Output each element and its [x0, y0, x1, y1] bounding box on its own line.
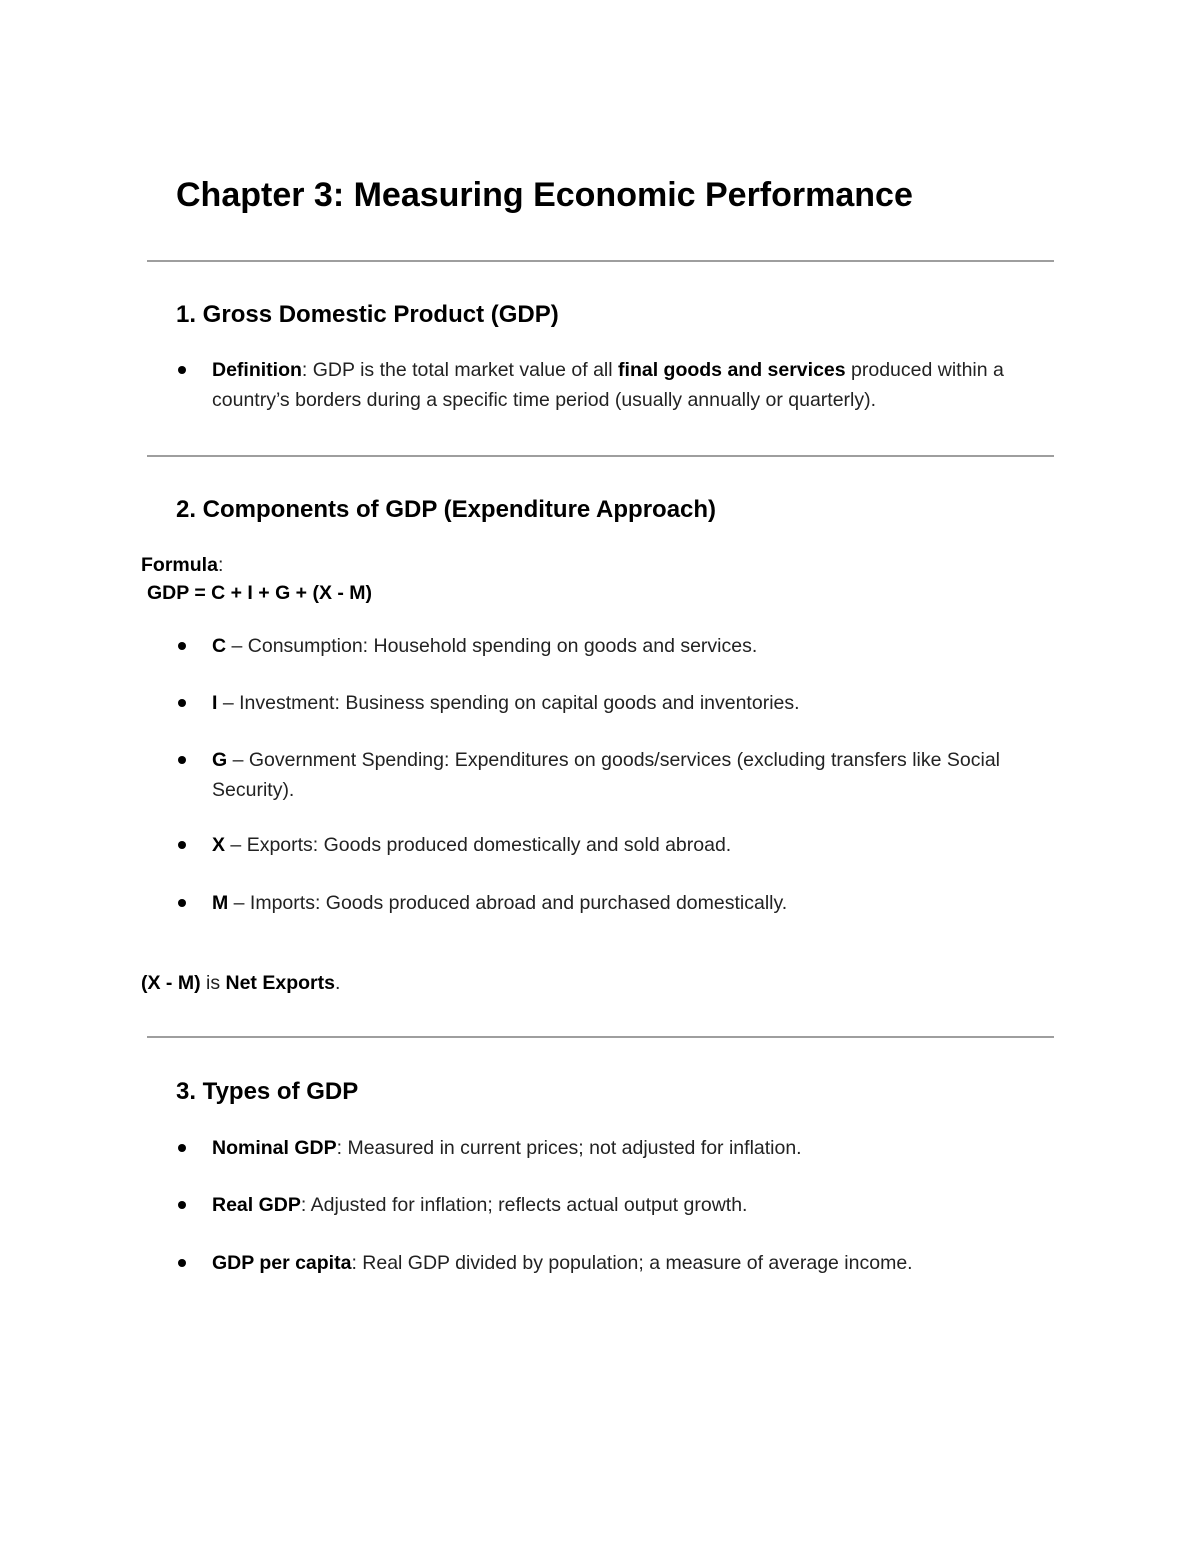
component-term: M	[212, 892, 229, 914]
divider	[147, 455, 1054, 457]
component-text: – Imports: Goods produced abroad and purchased domestically.	[228, 892, 788, 914]
gdp-type-text: : Real GDP divided by population; a measure of average income.	[351, 1252, 913, 1274]
component-text: – Investment: Business spending on capital goods and inventories.	[217, 692, 800, 714]
definition-text-before: : GDP is the total market value of all	[301, 359, 619, 381]
list-item	[176, 745, 1036, 805]
definition-emphasis: final goods and services	[618, 359, 846, 381]
formula-label: Formula	[141, 554, 218, 576]
list-item	[176, 631, 1036, 661]
net-exports-note	[141, 969, 340, 997]
net-exports-term: Net Exports	[225, 972, 335, 994]
bullet-icon	[178, 642, 186, 650]
formula-colon: :	[217, 554, 224, 576]
formula-label-line	[141, 551, 223, 579]
section-1-heading: 1. Gross Domestic Product (GDP)	[176, 301, 559, 328]
divider	[147, 1036, 1054, 1038]
bullet-icon	[178, 366, 186, 374]
page-title: Chapter 3: Measuring Economic Performance	[176, 176, 913, 214]
formula	[147, 579, 372, 607]
formula-expression: GDP = C + I + G + (X - M)	[147, 582, 373, 604]
list-item	[176, 888, 1036, 918]
definition-text-after: produced within a country’s borders during a specific time period (usually annually or quarterly).	[212, 359, 1004, 411]
section-3-heading: 3. Types of GDP	[176, 1078, 359, 1105]
bullet-icon	[178, 841, 186, 849]
component-term: X	[212, 834, 226, 856]
divider	[147, 260, 1054, 262]
bullet-icon	[178, 899, 186, 907]
list-item	[176, 688, 1036, 718]
component-term: I	[212, 692, 218, 714]
net-exports-mid: is	[200, 972, 226, 994]
gdp-type-text: : Measured in current prices; not adjusted for inflation.	[336, 1137, 802, 1159]
gdp-type-term: Real GDP	[212, 1194, 301, 1216]
bullet-icon	[178, 1201, 186, 1209]
definition-item	[176, 355, 1036, 415]
section-2-heading: 2. Components of GDP (Expenditure Approach)	[176, 496, 717, 523]
bullet-icon	[178, 756, 186, 764]
component-term: C	[212, 635, 227, 657]
list-item	[176, 1190, 1036, 1220]
list-item	[176, 1248, 1036, 1278]
component-term: G	[212, 749, 228, 771]
net-exports-end: .	[334, 972, 341, 994]
component-text: – Government Spending: Expenditures on goods/services (excluding transfers like Social Security).	[212, 749, 1001, 801]
list-item	[176, 1133, 1036, 1163]
list-item	[176, 830, 1036, 860]
bullet-icon	[178, 1144, 186, 1152]
component-text: – Consumption: Household spending on goods and services.	[226, 635, 758, 657]
bullet-icon	[178, 1259, 186, 1267]
definition-text	[212, 355, 1036, 415]
gdp-type-term: GDP per capita	[212, 1252, 352, 1274]
bullet-icon	[178, 699, 186, 707]
gdp-type-term: Nominal GDP	[212, 1137, 337, 1159]
net-exports-expr: (X - M)	[141, 972, 201, 994]
gdp-type-text: : Adjusted for inflation; reflects actual output growth.	[300, 1194, 748, 1216]
definition-term: Definition	[212, 359, 302, 381]
component-text: – Exports: Goods produced domestically and sold abroad.	[225, 834, 732, 856]
